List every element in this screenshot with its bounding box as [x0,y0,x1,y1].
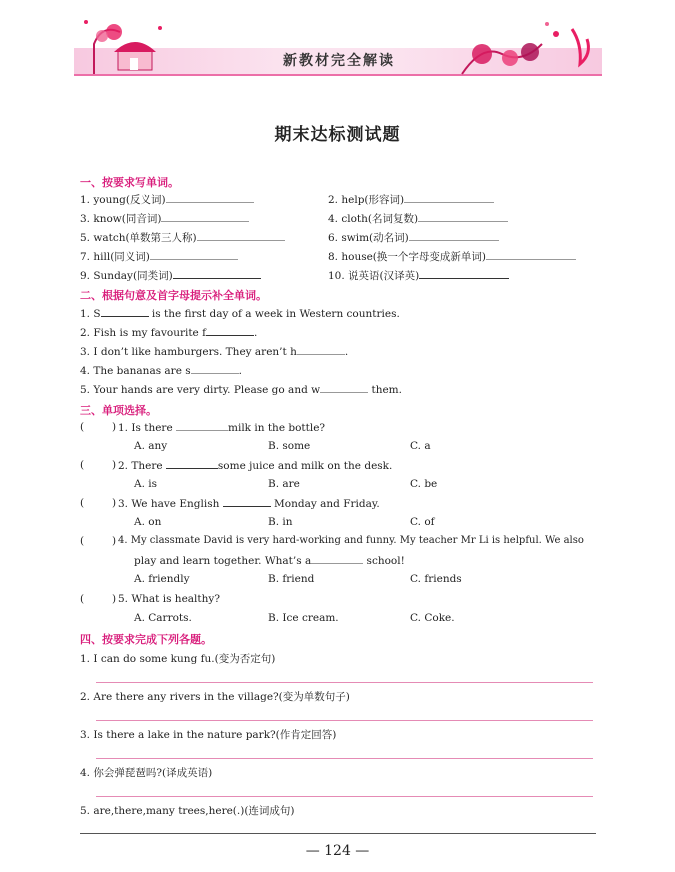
section-heading-1: 一、按要求写单词。 [80,176,179,189]
part1-item-3: 3. know(同音词) [80,211,249,226]
answer-line[interactable] [96,796,593,797]
header-title: 新教材完全解读 [283,53,395,69]
choice-bracket[interactable]: ( [80,421,85,433]
choice-bracket: ) [112,535,117,547]
part1-item-2: 2. help(形容词) [328,192,494,207]
section-heading-2: 二、根据句意及首字母提示补全单词。 [80,289,267,302]
part2-item-4: 4. The bananas are s . [80,365,242,377]
choice-bracket: ) [112,459,117,471]
choice-bracket: ) [112,593,117,605]
part1-item-10: 10. 说英语(汉译英) [328,268,509,283]
part1-item-8: 8. house(换一个字母变成新单词) [328,249,576,264]
answer-blank[interactable] [297,345,345,355]
answer-blank[interactable] [206,326,254,336]
option-c[interactable]: C. friends [410,573,462,585]
option-b[interactable]: B. Ice cream. [268,612,339,624]
option-c[interactable]: C. a [410,440,431,452]
option-c[interactable]: C. Coke. [410,612,455,624]
part4-item-3: 3. Is there a lake in the nature park?(作肯定回答) [80,729,337,741]
answer-blank[interactable] [486,250,576,260]
option-b[interactable]: B. in [268,516,293,528]
part2-item-2: 2. Fish is my favourite f . [80,327,258,339]
answer-blank[interactable] [166,193,254,203]
choice-bracket[interactable]: ( [80,535,85,547]
option-c[interactable]: C. of [410,516,435,528]
page-number: — 124 — [305,843,370,859]
part2-item-5: 5. Your hands are very dirty. Please go and w them. [80,384,402,396]
part1-item-4: 4. cloth(名词复数) [328,211,508,226]
answer-line[interactable] [96,758,593,759]
answer-blank[interactable] [409,231,499,241]
answer-blank[interactable] [101,307,149,317]
answer-line[interactable] [96,682,593,683]
mc-question-4: 4. My classmate David is very hard-working and funny. My teacher Mr Li is helpful. We also [118,535,584,546]
part4-item-2: 2. Are there any rivers in the village?(变为单数句子) [80,691,350,703]
answer-blank[interactable] [191,364,239,374]
mc-question-4-cont: play and learn together. What’s a school! [134,555,405,567]
choice-bracket: ) [112,497,117,509]
house-tree-decoration-icon [74,14,174,76]
option-b[interactable]: B. friend [268,573,315,585]
part1-item-7: 7. hill(同义词) [80,249,238,264]
part1-item-1: 1. young(反义词) [80,192,254,207]
option-a[interactable]: A. friendly [134,573,190,585]
answer-blank[interactable] [166,459,218,469]
section-heading-3: 三、单项选择。 [80,404,157,417]
part1-item-6: 6. swim(动名词) [328,230,499,245]
option-a[interactable]: A. Carrots. [134,612,192,624]
option-b[interactable]: B. are [268,478,300,490]
part2-item-3: 3. I don’t like hamburgers. They aren’t h . [80,346,349,358]
part1-item-5: 5. watch(单数第三人称) [80,230,285,245]
option-c[interactable]: C. be [410,478,438,490]
option-b[interactable]: B. some [268,440,311,452]
answer-line[interactable] [96,720,593,721]
footer-divider [80,833,596,834]
answer-blank[interactable] [404,193,494,203]
part1-item-9: 9. Sunday(同类词) [80,268,261,283]
answer-blank[interactable] [197,231,285,241]
option-a[interactable]: A. on [134,516,162,528]
section-heading-4: 四、按要求完成下列各题。 [80,633,212,646]
mc-question-1: 1. Is there milk in the bottle? [118,422,326,434]
part4-item-4: 4. 你会弹琵琶吗?(译成英语) [80,767,213,779]
flower-decoration-icon [452,14,602,76]
answer-blank[interactable] [419,269,509,279]
answer-blank[interactable] [161,212,249,222]
choice-bracket[interactable]: ( [80,497,85,509]
mc-question-3: 3. We have English Monday and Friday. [118,498,380,510]
part4-item-1: 1. I can do some kung fu.(变为否定句) [80,653,276,665]
answer-blank[interactable] [150,250,238,260]
choice-bracket: ) [112,421,117,433]
page-title: 期末达标测试题 [274,125,401,145]
option-a[interactable]: A. any [134,440,168,452]
answer-blank[interactable] [311,554,363,564]
answer-blank[interactable] [418,212,508,222]
choice-bracket[interactable]: ( [80,459,85,471]
answer-blank[interactable] [173,269,261,279]
answer-blank[interactable] [223,497,271,507]
mc-question-2: 2. There some juice and milk on the desk. [118,460,393,472]
page-header [74,14,602,80]
part2-item-1: 1. S is the first day of a week in Western countries. [80,308,400,320]
mc-question-5: 5. What is healthy? [118,593,220,605]
answer-blank[interactable] [320,383,368,393]
option-a[interactable]: A. is [134,478,158,490]
answer-blank[interactable] [176,421,228,431]
part4-item-5: 5. are,there,many trees,here(.)(连词成句) [80,805,295,817]
choice-bracket[interactable]: ( [80,593,85,605]
